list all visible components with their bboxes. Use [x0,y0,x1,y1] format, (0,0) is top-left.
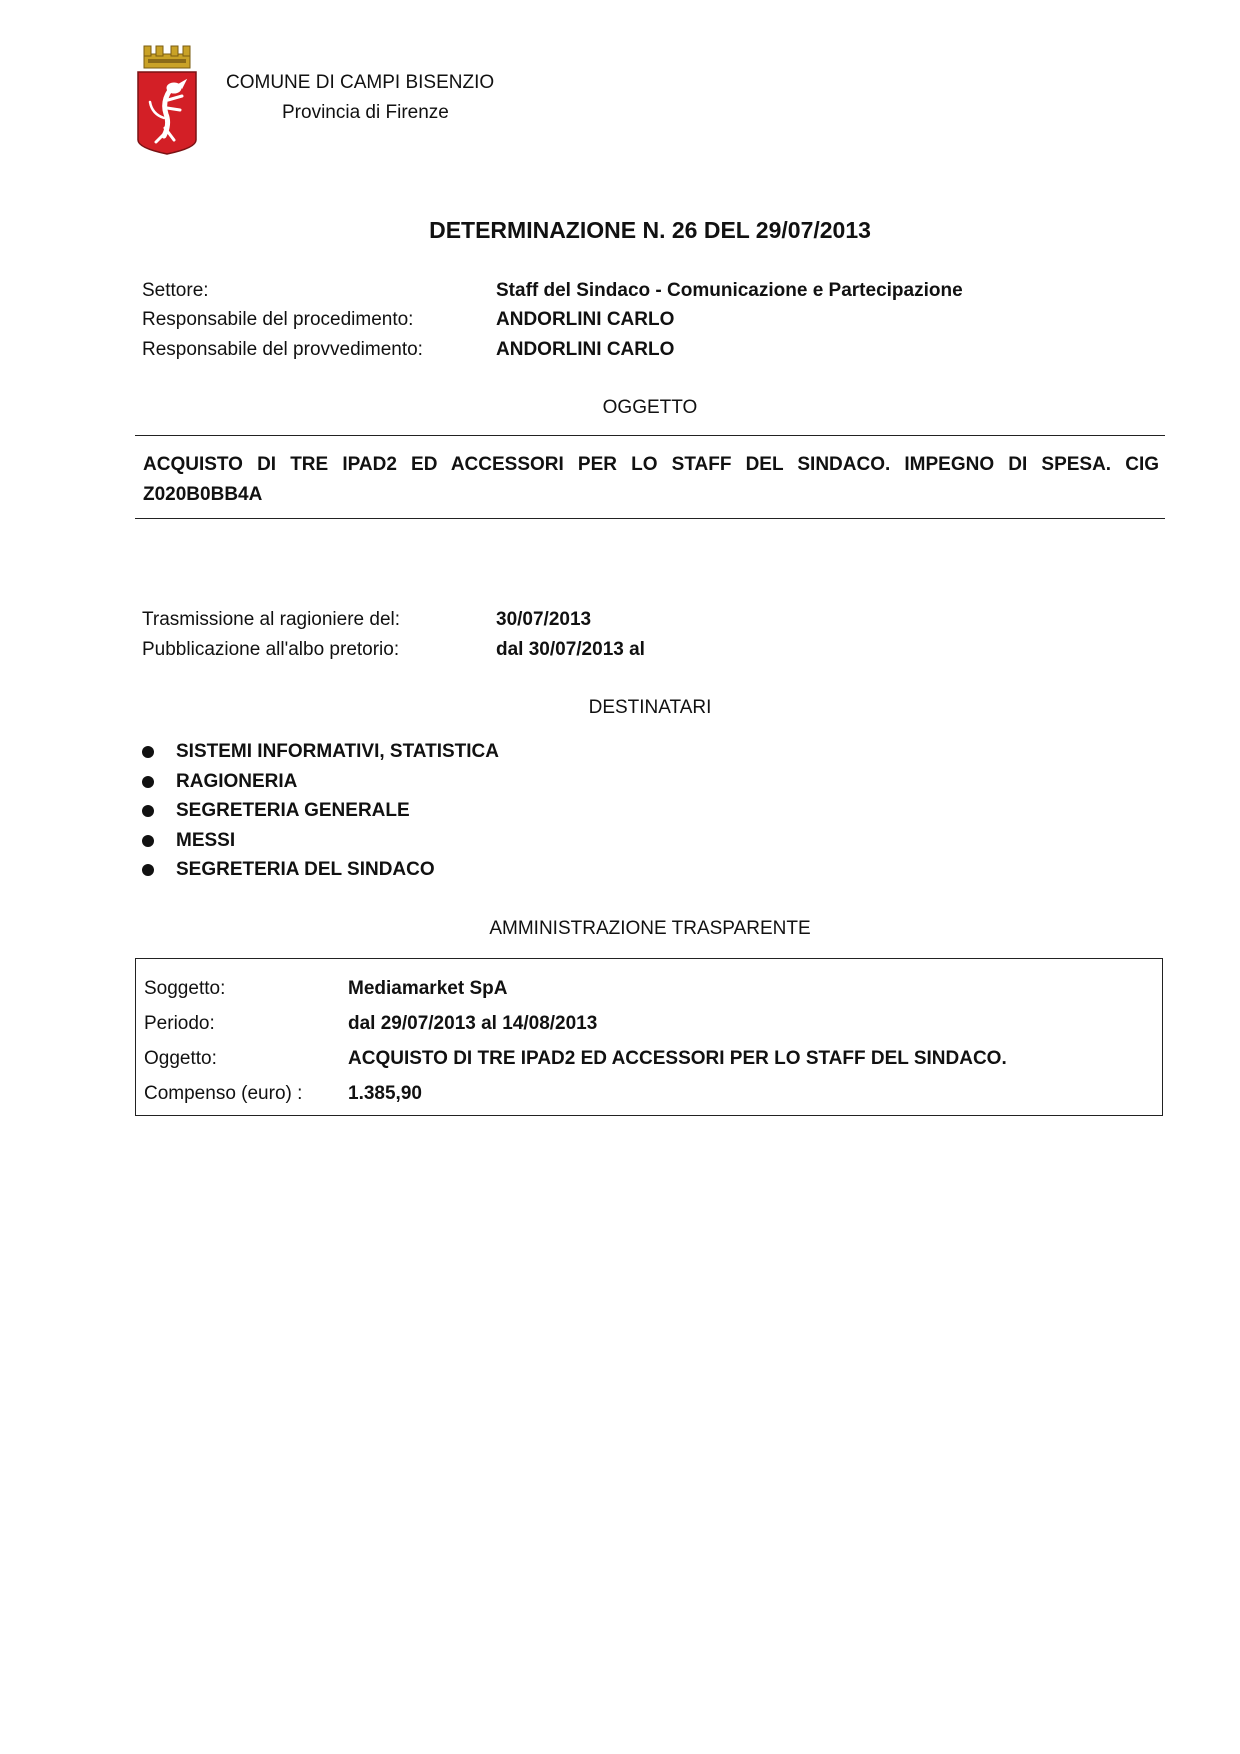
destinatario-label: SISTEMI INFORMATIVI, STATISTICA [176,741,499,762]
divider [135,518,1165,519]
responsabile-procedimento-value: ANDORLINI CARLO [496,309,675,330]
settore-value: Staff del Sindaco - Comunicazione e Partecipazione [496,280,963,301]
bullet-icon [142,776,154,788]
crown-icon [144,46,190,68]
document-title: DETERMINAZIONE N. 26 DEL 29/07/2013 [429,217,871,243]
destinatari-heading: DESTINATARI [588,697,712,718]
destinatario-label: SEGRETERIA DEL SINDACO [176,859,435,881]
bullet-icon [142,864,154,876]
periodo-label: Periodo: [144,1013,215,1034]
destinatario-label: MESSI [176,829,236,851]
trasmissione-label: Trasmissione al ragioniere del: [142,609,401,630]
soggetto-label: Soggetto: [144,978,226,999]
trasmissione-value: 30/07/2013 [496,609,592,630]
responsabile-provvedimento-label: Responsabile del provvedimento: [142,339,423,360]
divider [135,435,1165,436]
list-item [142,767,499,797]
responsabile-provvedimento-value: ANDORLINI CARLO [496,339,675,360]
pubblicazione-label: Pubblicazione all'albo pretorio: [142,639,400,660]
oggetto-text: ACQUISTO DI TRE IPAD2 ED ACCESSORI PER LO STAFF DEL SINDACO. IMPEGNO DI SPESA. CIG Z020B0BB4A [143,454,1159,505]
province-name: Provincia di Firenze [282,102,449,123]
oggetto-heading: OGGETTO [602,397,698,418]
list-item [142,737,499,767]
amministrazione-heading: AMMINISTRAZIONE TRASPARENTE [489,918,811,939]
bullet-icon [142,835,154,847]
bullet-icon [142,746,154,758]
amministrazione-table [135,958,1163,1116]
bullet-icon [142,805,154,817]
oggetto-value: ACQUISTO DI TRE IPAD2 ED ACCESSORI PER LO STAFF DEL SINDACO. [348,1048,1007,1069]
list-item [142,826,499,856]
compenso-value: 1.385,90 [348,1083,422,1104]
oggetto-label: Oggetto: [144,1048,217,1069]
municipal-emblem-icon [134,44,200,156]
list-item [142,855,499,885]
pubblicazione-value: dal 30/07/2013 al [496,639,645,660]
settore-label: Settore: [142,280,209,301]
destinatari-list [142,737,499,885]
compenso-label: Compenso (euro) : [144,1083,303,1104]
soggetto-value: Mediamarket SpA [348,978,508,999]
destinatario-label: SEGRETERIA GENERALE [176,800,410,822]
destinatario-label: RAGIONERIA [176,770,298,792]
municipality-name: COMUNE DI CAMPI BISENZIO [226,72,495,93]
periodo-value: dal 29/07/2013 al 14/08/2013 [348,1013,598,1034]
list-item [142,796,499,826]
responsabile-procedimento-label: Responsabile del procedimento: [142,309,414,330]
